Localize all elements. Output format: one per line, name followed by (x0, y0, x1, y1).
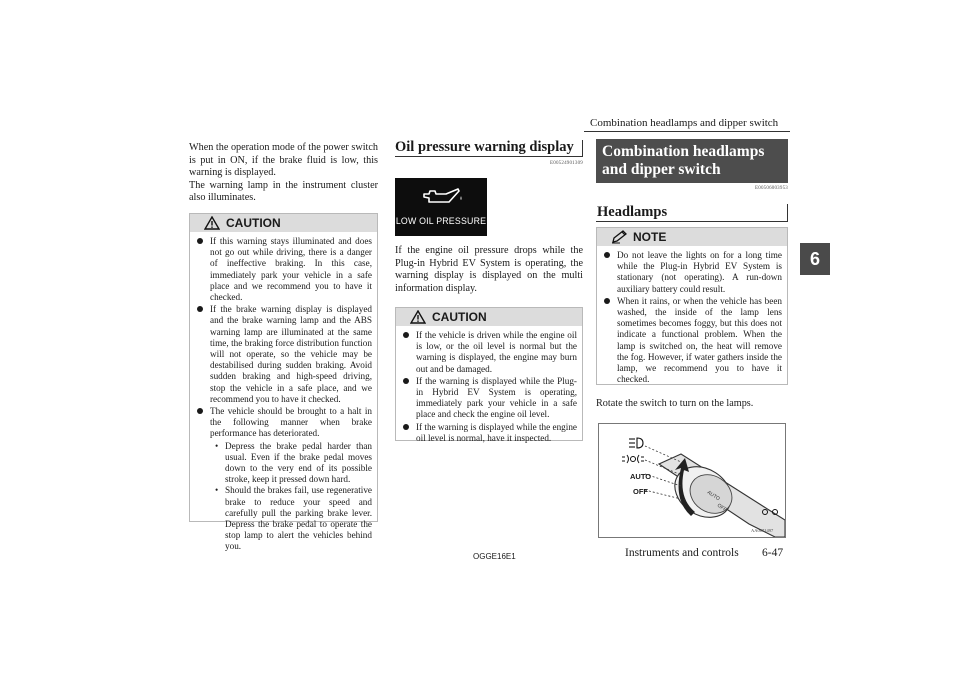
caution-item: If the warning is displayed while the Plug-in Hybrid EV System is operating, immediately park your vehicle in a safe place and check the engine oil level. (402, 376, 577, 421)
caution-item: If the brake warning display is displayed and the brake warning lamp and the ABS warning lamp are illuminated at the same time, the braking force distribution function will not operate, so the vehicle may be destabilised during sudden braking. Avoid sudden braking and high-speed driving, stop the vehicle in a safe place, and we recommend you to have it checked. (196, 304, 372, 405)
subheading-rule (596, 221, 788, 222)
brake-caution-box (189, 213, 378, 552)
caution-item: If the warning is displayed while the engine oil level is normal, have it inspected. (402, 422, 577, 444)
document-code: OGGE16E1 (473, 552, 516, 561)
section-rule (395, 156, 583, 157)
note-label: NOTE (633, 230, 667, 244)
bullet-icon (197, 238, 203, 244)
note-item: Do not leave the lights on for a long time while the Plug-in Hybrid EV System is stationary (not operating). A run-down auxiliary battery could result. (603, 250, 782, 295)
svg-text:OFF: OFF (715, 502, 728, 514)
caution-item: If the vehicle is driven while the engine oil is low, or the oil level is normal but the warning is displayed, the engine may burn out and be damaged. (402, 330, 577, 375)
headlamp-note-box (596, 227, 788, 385)
oil-warning-display-image (395, 178, 487, 236)
note-pencil-icon (611, 230, 629, 244)
warning-triangle-icon (410, 310, 426, 324)
bullet-icon (403, 332, 409, 338)
subheading-rule-tick (787, 204, 788, 222)
warning-triangle-icon (204, 216, 220, 230)
section-code: E00506003953 (755, 186, 788, 191)
bullet-icon (604, 252, 610, 258)
oil-caution-box (395, 307, 583, 441)
headlamp-switch-illustration (599, 424, 785, 537)
headlamp-icon (629, 438, 643, 448)
figure-id: AA0071497 (751, 528, 774, 533)
svg-text:AUTO: AUTO (705, 489, 721, 503)
bullet-icon (403, 424, 409, 430)
intro-paragraph: When the operation mode of the power switch is put in ON, if the brake fluid is low, this warning is displayed. (189, 142, 378, 179)
left-intro (189, 142, 378, 205)
intro-paragraph-2: The warning lamp in the instrument cluster also illuminates. (189, 179, 378, 204)
bullet-icon (197, 306, 203, 312)
sub-bullet-icon: • (215, 440, 219, 451)
page-number: 6-47 (762, 547, 784, 559)
caution-header (396, 308, 582, 326)
bullet-icon (403, 378, 409, 384)
off-position-label: OFF (633, 487, 648, 496)
header-rule (584, 131, 790, 132)
caution-header (190, 214, 377, 232)
headlamps-subheading: Headlamps (597, 204, 668, 220)
headlamp-chapter-heading: Combination headlamps and dipper switch (596, 139, 788, 183)
caution-sub-item: • Should the brakes fail, use regenerative brake to reduce your speed and carefully pull the parking brake lever. Depress the brake pedal to operate the stop lamp to alert the vehicles behind you. (215, 485, 372, 552)
headlamp-switch-figure (598, 423, 786, 538)
oil-body-paragraph: If the engine oil pressure drops while the Plug-in Hybrid EV System is operating, the warning display is displayed on the multi information display. (395, 245, 583, 294)
oil-section-title: Oil pressure warning display (395, 139, 574, 155)
auto-position-label: AUTO (630, 472, 652, 481)
note-item: When it rains, or when the vehicle has been washed, the inside of the lamp lens sometimes becomes foggy, but this does not indicate a functional problem. When the lamp is switched on, the heat will remove the fog. However, if water gathers inside the lamp, we recommend you to have it checked. (603, 296, 782, 386)
caution-item: If this warning stays illuminated and does not go out while driving, there is a danger of ineffective braking. In this case, immediately park your vehicle in a safe place and we recommend you to have it checked. (196, 236, 372, 303)
headlamp-body-text: Rotate the switch to turn on the lamps. (596, 398, 754, 409)
note-header (597, 228, 787, 246)
section-rule-tick (582, 140, 583, 157)
bullet-icon (197, 408, 203, 414)
caution-item: The vehicle should be brought to a halt in the following manner when brake performance has deteriorated. (196, 406, 372, 440)
position-lamp-icon (622, 455, 644, 463)
caution-sub-item: • Depress the brake pedal harder than usual. Even if the brake pedal moves down to the very end of its possible stroke, keep it pressed down hard. (215, 440, 372, 485)
display-text: LOW OIL PRESSURE (395, 216, 487, 226)
sub-bullet-icon: • (215, 485, 219, 496)
bullet-icon (604, 298, 610, 304)
oil-can-icon (420, 184, 464, 206)
running-header: Combination headlamps and dipper switch (590, 117, 779, 129)
section-code: E00524901309 (550, 161, 583, 166)
caution-label: CAUTION (432, 310, 487, 324)
footer-section-name: Instruments and controls (625, 547, 739, 559)
chapter-tab: 6 (800, 243, 830, 275)
caution-label: CAUTION (226, 216, 281, 230)
